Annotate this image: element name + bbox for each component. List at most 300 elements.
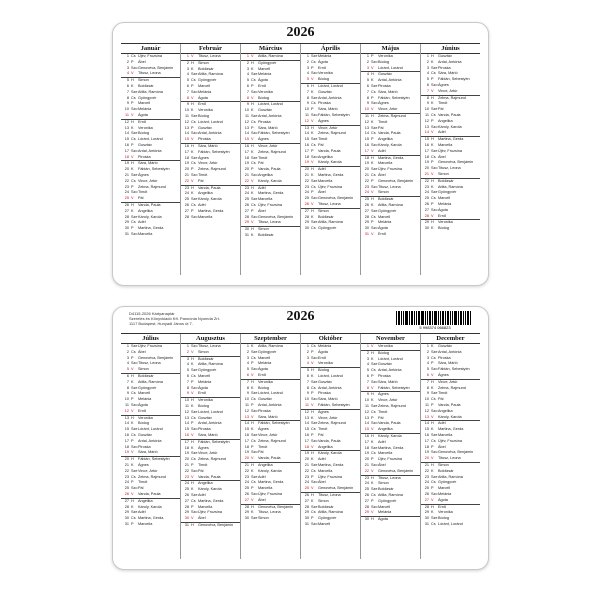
name-day: Fábián, Sebestyén [438, 77, 470, 82]
month-name: Október [301, 334, 360, 344]
weekday: Cs [431, 71, 436, 76]
name-day: Angelika [438, 118, 453, 123]
weekday: Sze [431, 474, 438, 479]
weekday: Szo [371, 421, 378, 426]
weekday: Cs [131, 474, 136, 479]
name-day: Újév, Fruzsina [438, 148, 462, 153]
weekday: Sze [131, 510, 138, 515]
day-number: 20 [124, 457, 129, 462]
weekday: Sze [251, 516, 258, 521]
day-number: 24 [364, 481, 369, 486]
weekday: V [431, 456, 434, 461]
weekday: H [191, 185, 194, 190]
name-day: Bódog [258, 385, 269, 390]
day-row [361, 475, 420, 482]
day-number: 28 [304, 504, 309, 509]
name-day: Fábián, Sebestyén [258, 421, 290, 426]
day-number: 31 [124, 231, 129, 236]
name-day: Martina, Gerda [378, 155, 404, 160]
name-day: Timót [138, 480, 148, 485]
weekday: Cs [311, 510, 316, 515]
month-column [121, 334, 180, 559]
day-number: 4 [186, 362, 189, 367]
weekday: V [431, 213, 434, 218]
day-number: 11 [365, 113, 369, 118]
weekday: P [191, 379, 194, 384]
month-name: Március [241, 44, 300, 54]
day-number: 26 [124, 491, 129, 496]
weekday: Sze [191, 155, 198, 160]
name-day: Attila, Ramóna [258, 54, 283, 58]
name-day: Attila, Ramóna [198, 362, 223, 367]
day-number: 15 [184, 137, 189, 142]
day-number: 16 [244, 432, 249, 437]
weekday: Sze [131, 172, 138, 177]
weekday: Szo [431, 450, 438, 455]
name-day: Vanda, Paula [378, 421, 401, 426]
day-row [241, 185, 300, 192]
barcode-bar [450, 311, 451, 325]
day-number: 4 [186, 72, 189, 77]
day-row [301, 208, 360, 215]
day-number: 17 [244, 438, 249, 443]
day-row [121, 160, 180, 167]
name-day: Ábel [138, 59, 146, 64]
name-day: Sára, Márió [198, 143, 218, 148]
name-day: Titusz, Leona [138, 361, 161, 366]
weekday: V [431, 372, 434, 377]
weekday: Cs [191, 119, 196, 124]
day-number: 9 [246, 391, 249, 396]
weekday: Szo [431, 207, 438, 212]
day-number: 7 [366, 89, 369, 94]
name-day: Ábel [438, 154, 446, 159]
barcode-bar [442, 311, 444, 325]
weekday: Cs [431, 480, 436, 485]
day-number: 20 [364, 457, 369, 462]
name-day: Újév, Fruzsina [378, 457, 402, 462]
name-day: Bódog [138, 131, 149, 136]
day-number: 23 [184, 185, 189, 190]
weekday: V [311, 486, 314, 491]
day-row [301, 450, 360, 457]
day-number: 30 [124, 516, 129, 521]
day-number: 15 [364, 427, 369, 432]
name-day: Piroska [198, 427, 211, 432]
weekday: Szo [251, 367, 258, 372]
name-day: Antal, Antónia [318, 95, 342, 100]
day-number: 9 [126, 101, 129, 106]
day-number: 1 [126, 54, 129, 58]
weekday: Cs [371, 214, 376, 219]
name-day: Martina, Gerda [438, 427, 464, 432]
day-number: 1 [426, 54, 429, 58]
day-number: 7 [126, 379, 129, 384]
weekday: Szo [311, 71, 318, 76]
day-number: 21 [184, 462, 189, 467]
day-number: 25 [424, 486, 429, 491]
day-number: 11 [245, 113, 249, 118]
weekday: Sze [191, 72, 198, 77]
name-day: Ágnes [198, 155, 209, 160]
day-number: 8 [426, 95, 429, 100]
weekday: H [311, 368, 314, 373]
barcode-bar [460, 311, 462, 325]
name-day: Vince, Artúr [138, 468, 158, 473]
name-day: Marcell [438, 196, 451, 201]
name-day: Fábián, Sebestyén [138, 457, 170, 462]
weekday: P [371, 220, 374, 225]
day-row [421, 522, 480, 528]
name-day: Sára, Márió [258, 414, 278, 419]
name-day: Sára, Márió [438, 361, 458, 366]
name-day: Timót [438, 391, 448, 396]
day-number: 9 [186, 391, 189, 396]
day-number: 29 [124, 220, 129, 225]
day-number: 7 [246, 89, 249, 94]
weekday: V [191, 137, 194, 142]
name-day: Angelika [138, 498, 153, 503]
weekday: K [371, 481, 374, 486]
name-day: Pál [438, 397, 444, 402]
name-day: Pál [258, 161, 264, 166]
name-day: Sára, Márió [138, 161, 158, 166]
weekday: Szo [131, 361, 138, 366]
weekday: Sze [371, 487, 378, 492]
weekday: H [431, 54, 434, 58]
weekday: Szo [191, 344, 198, 348]
day-number: 14 [304, 131, 309, 136]
name-day: Attila, Ramóna [318, 510, 343, 515]
weekday: Sze [371, 362, 378, 367]
weekday: V [431, 497, 434, 502]
name-day: Boldizsár [438, 178, 454, 183]
day-row [181, 60, 240, 67]
day-number: 26 [364, 202, 369, 207]
name-day: Marcell [318, 521, 331, 526]
weekday: Szo [191, 214, 198, 219]
weekday: K [191, 149, 194, 154]
weekday: P [371, 137, 374, 142]
day-number: 25 [244, 486, 249, 491]
name-day: Genovéva, Benjámin [438, 450, 474, 455]
weekday: H [191, 143, 194, 148]
weekday: Sze [311, 462, 318, 467]
day-number: 17 [244, 149, 249, 154]
day-row [361, 516, 420, 523]
name-day: Ágota [378, 226, 388, 231]
name-day: Attila, Ramóna [258, 344, 283, 348]
name-day: Genovéva, Benjámin [378, 178, 414, 183]
day-row [121, 456, 180, 463]
day-number: 24 [364, 190, 369, 195]
weekday: H [251, 379, 254, 384]
weekday: Sze [251, 432, 258, 437]
day-number: 16 [304, 432, 309, 437]
name-day: Marcella [378, 451, 393, 456]
weekday: V [251, 220, 254, 225]
day-row [181, 480, 240, 487]
day-number: 18 [424, 154, 429, 159]
weekday: Cs [311, 142, 316, 147]
weekday: H [371, 113, 374, 118]
name-day: Bódog [198, 403, 209, 408]
day-row [421, 504, 480, 511]
weekday: K [371, 119, 374, 124]
name-day: Bódog [198, 113, 209, 118]
day-number: 13 [424, 414, 429, 419]
day-number: 31 [364, 231, 369, 236]
weekday: K [371, 78, 374, 83]
name-day: Veronika [438, 220, 453, 225]
weekday: P [431, 77, 434, 82]
day-number: 29 [184, 510, 189, 515]
day-number: 18 [304, 154, 309, 159]
weekday: H [431, 137, 434, 142]
name-day: Ernő [438, 213, 447, 218]
name-day: Gusztáv [318, 89, 332, 94]
day-row [421, 379, 480, 386]
name-day: Martina, Gerda [138, 516, 164, 521]
day-number: 2 [246, 60, 249, 65]
name-day: Vanda, Paula [198, 185, 221, 190]
day-number: 10 [244, 397, 249, 402]
name-day: Marcella [438, 142, 453, 147]
weekday: V [131, 196, 134, 201]
weekday: Sze [311, 504, 318, 509]
day-number: 24 [124, 190, 129, 195]
barcode-bar [434, 311, 437, 325]
name-day: Genovéva, Benjámin [258, 504, 294, 509]
weekday: K [191, 403, 194, 408]
weekday: K [311, 373, 314, 378]
name-day: Gyöngyvér [138, 95, 157, 100]
name-day: Zelma, Rajmund [378, 403, 406, 408]
day-number: 6 [306, 83, 309, 88]
day-number: 29 [364, 220, 369, 225]
name-day: Ágnes [138, 462, 149, 467]
name-day: Zelma, Rajmund [438, 95, 466, 100]
day-number: 14 [304, 421, 309, 426]
name-day: Pál [138, 196, 144, 201]
day-number: 9 [306, 391, 309, 396]
weekday: Szo [371, 59, 378, 64]
weekday: K [311, 498, 314, 503]
name-day: Marcell [378, 504, 391, 509]
weekday: Cs [251, 161, 256, 166]
weekday: Szo [131, 65, 138, 70]
day-number: 25 [364, 487, 369, 492]
day-number: 12 [244, 119, 249, 124]
day-number: 11 [125, 402, 129, 407]
name-day: Adél [138, 510, 146, 515]
name-day: Fábián, Sebestyén [318, 112, 350, 117]
weekday: P [251, 208, 254, 213]
weekday: Cs [311, 184, 316, 189]
weekday: Szo [431, 166, 438, 171]
day-row [121, 119, 180, 126]
weekday: Cs [431, 521, 436, 526]
name-day: Boldizsár [258, 232, 274, 237]
name-day: Zelma, Rajmund [318, 421, 346, 426]
name-day: Attila, Ramóna [438, 184, 463, 189]
day-number: 27 [124, 498, 129, 503]
weekday: H [191, 522, 194, 527]
name-day: Vince, Artúr [138, 178, 158, 183]
weekday: K [311, 415, 314, 420]
day-number: 8 [426, 385, 429, 390]
name-day: Ernő [138, 119, 147, 124]
name-day: Piroska [258, 408, 271, 413]
day-number: 22 [424, 468, 429, 473]
day-number: 26 [244, 491, 249, 496]
weekday: H [191, 356, 194, 361]
name-day: Vanda, Paula [138, 202, 161, 207]
name-day: Piroska [138, 444, 151, 449]
weekday: V [371, 427, 374, 432]
weekday: K [251, 344, 254, 348]
day-number: 25 [124, 196, 129, 201]
day-number: 22 [364, 178, 369, 183]
month-name: November [361, 334, 420, 344]
day-number: 25 [184, 197, 189, 202]
weekday: K [371, 398, 374, 403]
name-day: Martina, Gerda [258, 480, 284, 485]
day-number: 12 [364, 119, 369, 124]
name-day: Ágnes [318, 409, 329, 414]
day-row [121, 202, 180, 209]
day-number: 14 [124, 421, 129, 426]
weekday: Sze [431, 65, 438, 70]
name-day: Veronika [198, 108, 213, 113]
weekday: P [311, 107, 314, 112]
weekday: V [431, 88, 434, 93]
weekday: P [191, 462, 194, 467]
day-number: 28 [124, 214, 129, 219]
weekday: Cs [371, 89, 376, 94]
name-day: Újév, Fruzsina [258, 491, 282, 496]
name-day: Zelma, Rajmund [198, 457, 226, 462]
name-day: Veronika [198, 398, 213, 403]
day-row [421, 136, 480, 143]
day-number: 1 [306, 344, 309, 348]
month-name: Június [421, 44, 480, 54]
day-number: 16 [364, 433, 369, 438]
day-number: 18 [244, 444, 249, 449]
weekday: V [251, 54, 254, 58]
month-column [121, 44, 180, 275]
name-day: Adél [318, 457, 326, 462]
day-number: 12 [124, 408, 129, 413]
month-column [300, 334, 360, 559]
weekday: H [431, 95, 434, 100]
day-number: 14 [364, 421, 369, 426]
day-number: 18 [364, 155, 369, 160]
day-number: 10 [424, 397, 429, 402]
day-number: 11 [305, 112, 309, 117]
weekday: Cs [371, 131, 376, 136]
name-day: Simon [438, 171, 449, 176]
weekday: P [191, 421, 194, 426]
day-number: 11 [185, 403, 189, 408]
weekday: P [131, 397, 134, 402]
weekday: Cs [131, 54, 136, 58]
name-day: Gusztáv [378, 72, 392, 77]
day-number: 8 [306, 385, 309, 390]
weekday: V [371, 510, 374, 515]
weekday: H [311, 409, 314, 414]
name-day: Károly, Karola [318, 160, 342, 165]
weekday: V [251, 178, 254, 183]
day-row [361, 113, 420, 120]
name-day: Martina, Gerda [318, 462, 344, 467]
day-number: 4 [426, 361, 429, 366]
weekday: Szo [431, 124, 438, 129]
day-number: 26 [244, 202, 249, 207]
barcode-bar [432, 311, 433, 325]
day-number: 4 [246, 361, 249, 366]
day-number: 29 [124, 510, 129, 515]
weekday: Cs [191, 498, 196, 503]
day-number: 4 [366, 72, 369, 77]
weekday: H [311, 83, 314, 88]
weekday: Szo [371, 462, 378, 467]
weekday: Szo [311, 480, 318, 485]
day-row [301, 522, 360, 528]
weekday: Sze [311, 421, 318, 426]
weekday: K [311, 131, 314, 136]
weekday: P [251, 361, 254, 366]
name-day: Marcell [198, 83, 211, 88]
barcode [396, 311, 474, 333]
name-day: Lóránt, Loránd [198, 119, 223, 124]
barcode-bar [409, 311, 410, 325]
name-day: Boldizsár [198, 66, 214, 71]
day-row [361, 391, 420, 398]
name-day: Ábel [378, 462, 386, 467]
weekday: V [251, 372, 254, 377]
day-row [301, 492, 360, 499]
name-day: Antal, Antónia [138, 438, 162, 443]
day-number: 31 [424, 521, 429, 526]
weekday: H [251, 102, 254, 107]
name-day: Ágota [318, 349, 328, 354]
day-row [241, 504, 300, 511]
name-day: Melánia [318, 54, 332, 58]
day-number: 30 [304, 226, 309, 231]
weekday: Cs [431, 397, 436, 402]
weekday: Sze [191, 451, 198, 456]
barcode-bar [398, 311, 400, 325]
day-number: 24 [244, 191, 249, 196]
name-day: Timót [438, 101, 448, 106]
day-number: 27 [424, 497, 429, 502]
day-number: 26 [364, 492, 369, 497]
weekday: V [311, 77, 314, 82]
weekday: Szo [191, 89, 198, 94]
day-row [421, 178, 480, 185]
name-day: Titusz, Leona [438, 166, 461, 171]
day-number: 1 [366, 344, 369, 348]
day-number: 23 [424, 184, 429, 189]
name-day: Bódog [138, 421, 149, 426]
day-number: 10 [304, 107, 309, 112]
name-day: Pál [198, 468, 204, 473]
barcode-bar [427, 311, 428, 325]
weekday: Cs [371, 368, 376, 373]
day-number: 27 [424, 207, 429, 212]
name-day: Gyöngyvér [318, 226, 337, 231]
